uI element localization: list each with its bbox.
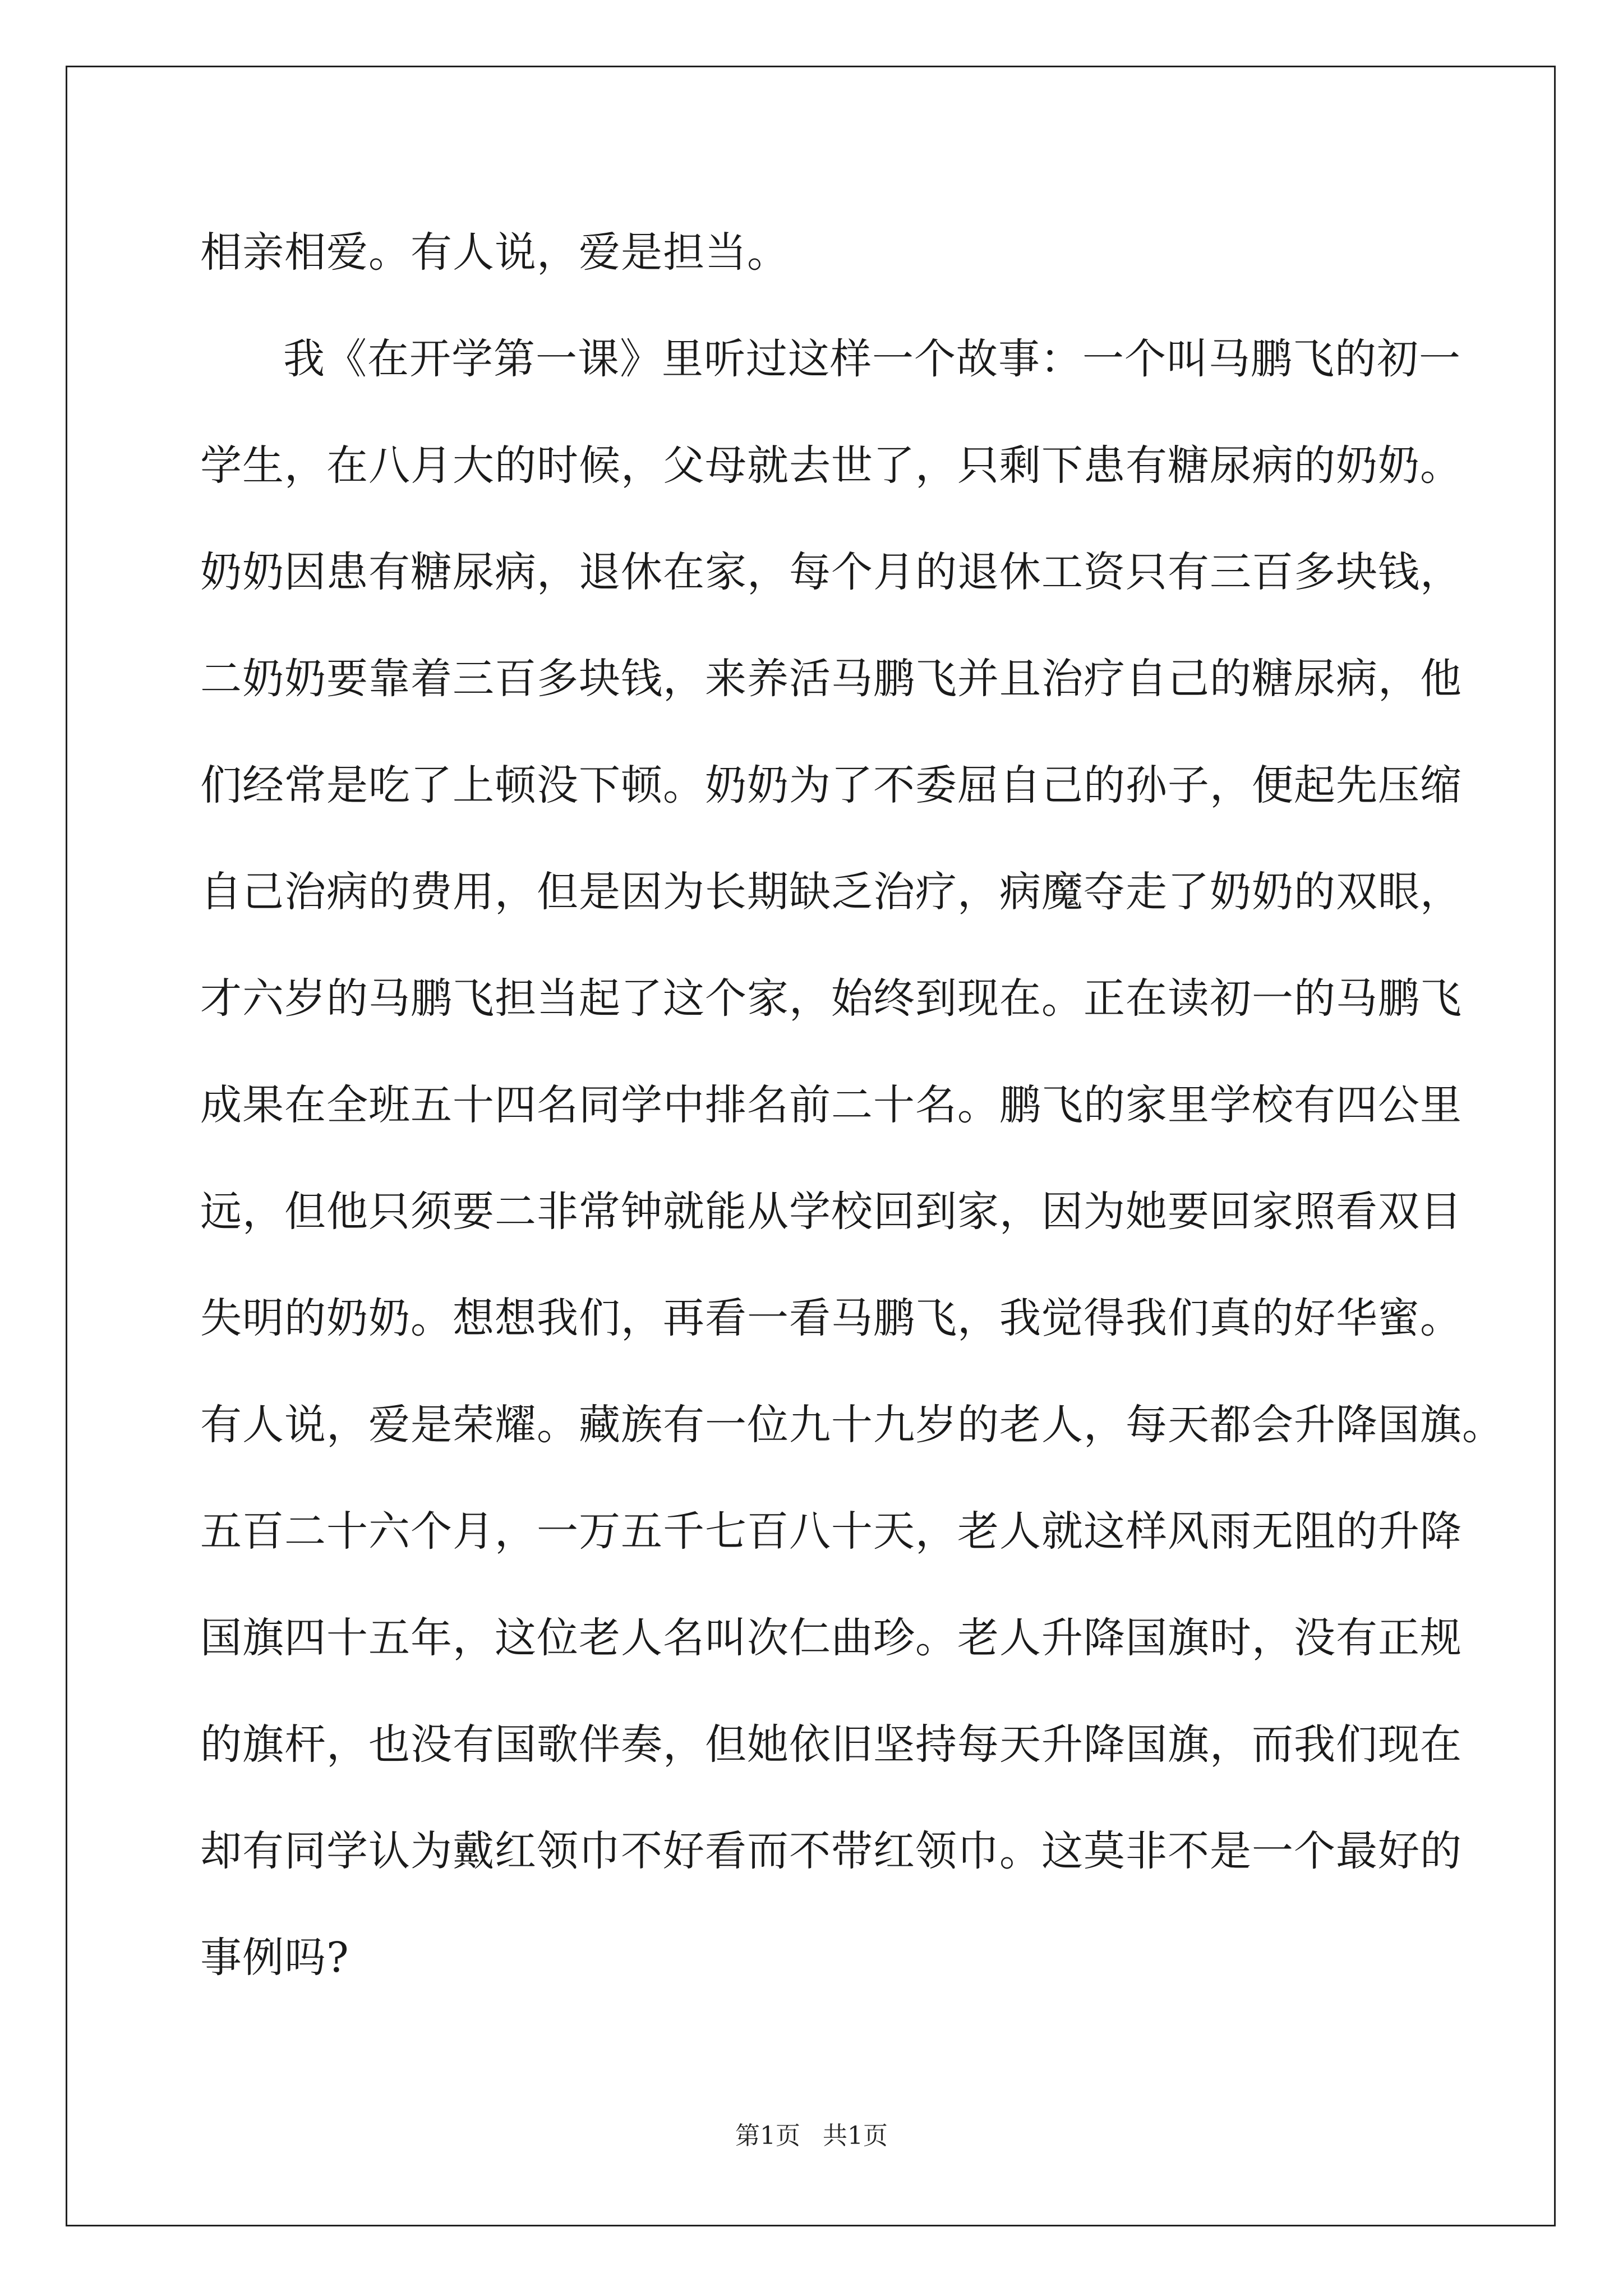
page-footer [0,2119,1623,2153]
text-line: 自己治病的费用，但是因为长期缺乏治疗，病魔夺走了奶奶的双眼， [200,868,1462,916]
page-number-current: 第1页 [735,2122,800,2150]
text-line: 二奶奶要靠着三百多块钱，来养活马鹏飞并且治疗自己的糖尿病，他 [200,655,1462,703]
text-line: 学生，在八月大的时候，父母就去世了，只剩下患有糖尿病的奶奶。 [200,441,1462,490]
text-line: 成果在全班五十四名同学中排名前二十名。鹏飞的家里学校有四公里 [200,1081,1462,1129]
text-line: 却有同学认为戴红领巾不好看而不带红领巾。这莫非不是一个最好的 [200,1827,1462,1875]
text-line: 国旗四十五年，这位老人名叫次仁曲珍。老人升降国旗时，没有正规 [200,1614,1462,1662]
text-line: 有人说，爱是荣耀。藏族有一位九十九岁的老人，每天都会升降国旗。 [200,1401,1504,1449]
page-number-total: 共1页 [823,2122,888,2150]
text-line: 们经常是吃了上顿没下顿。奶奶为了不委屈自己的孙子，便起先压缩 [200,761,1462,809]
text-line: 远，但他只须要二非常钟就能从学校回到家，因为她要回家照看双目 [200,1188,1462,1236]
text-line: 的旗杆，也没有国歌伴奏，但她依旧坚持每天升降国旗，而我们现在 [200,1720,1462,1769]
text-line: 我《在开学第一课》里听过这样一个故事：一个叫马鹏飞的初一 [283,335,1461,383]
document-body [200,216,1504,2028]
text-line: 五百二十六个月，一万五千七百八十天，老人就这样风雨无阻的升降 [200,1507,1462,1556]
text-line: 才六岁的马鹏飞担当起了这个家，始终到现在。正在读初一的马鹏飞 [200,974,1462,1023]
text-line: 事例吗? [200,1934,349,1982]
text-line: 相亲相爱。有人说，爱是担当。 [200,228,789,277]
text-line: 奶奶因患有糖尿病，退休在家，每个月的退休工资只有三百多块钱， [200,548,1462,596]
text-line: 失明的奶奶。想想我们，再看一看马鹏飞，我觉得我们真的好华蜜。 [200,1294,1462,1342]
